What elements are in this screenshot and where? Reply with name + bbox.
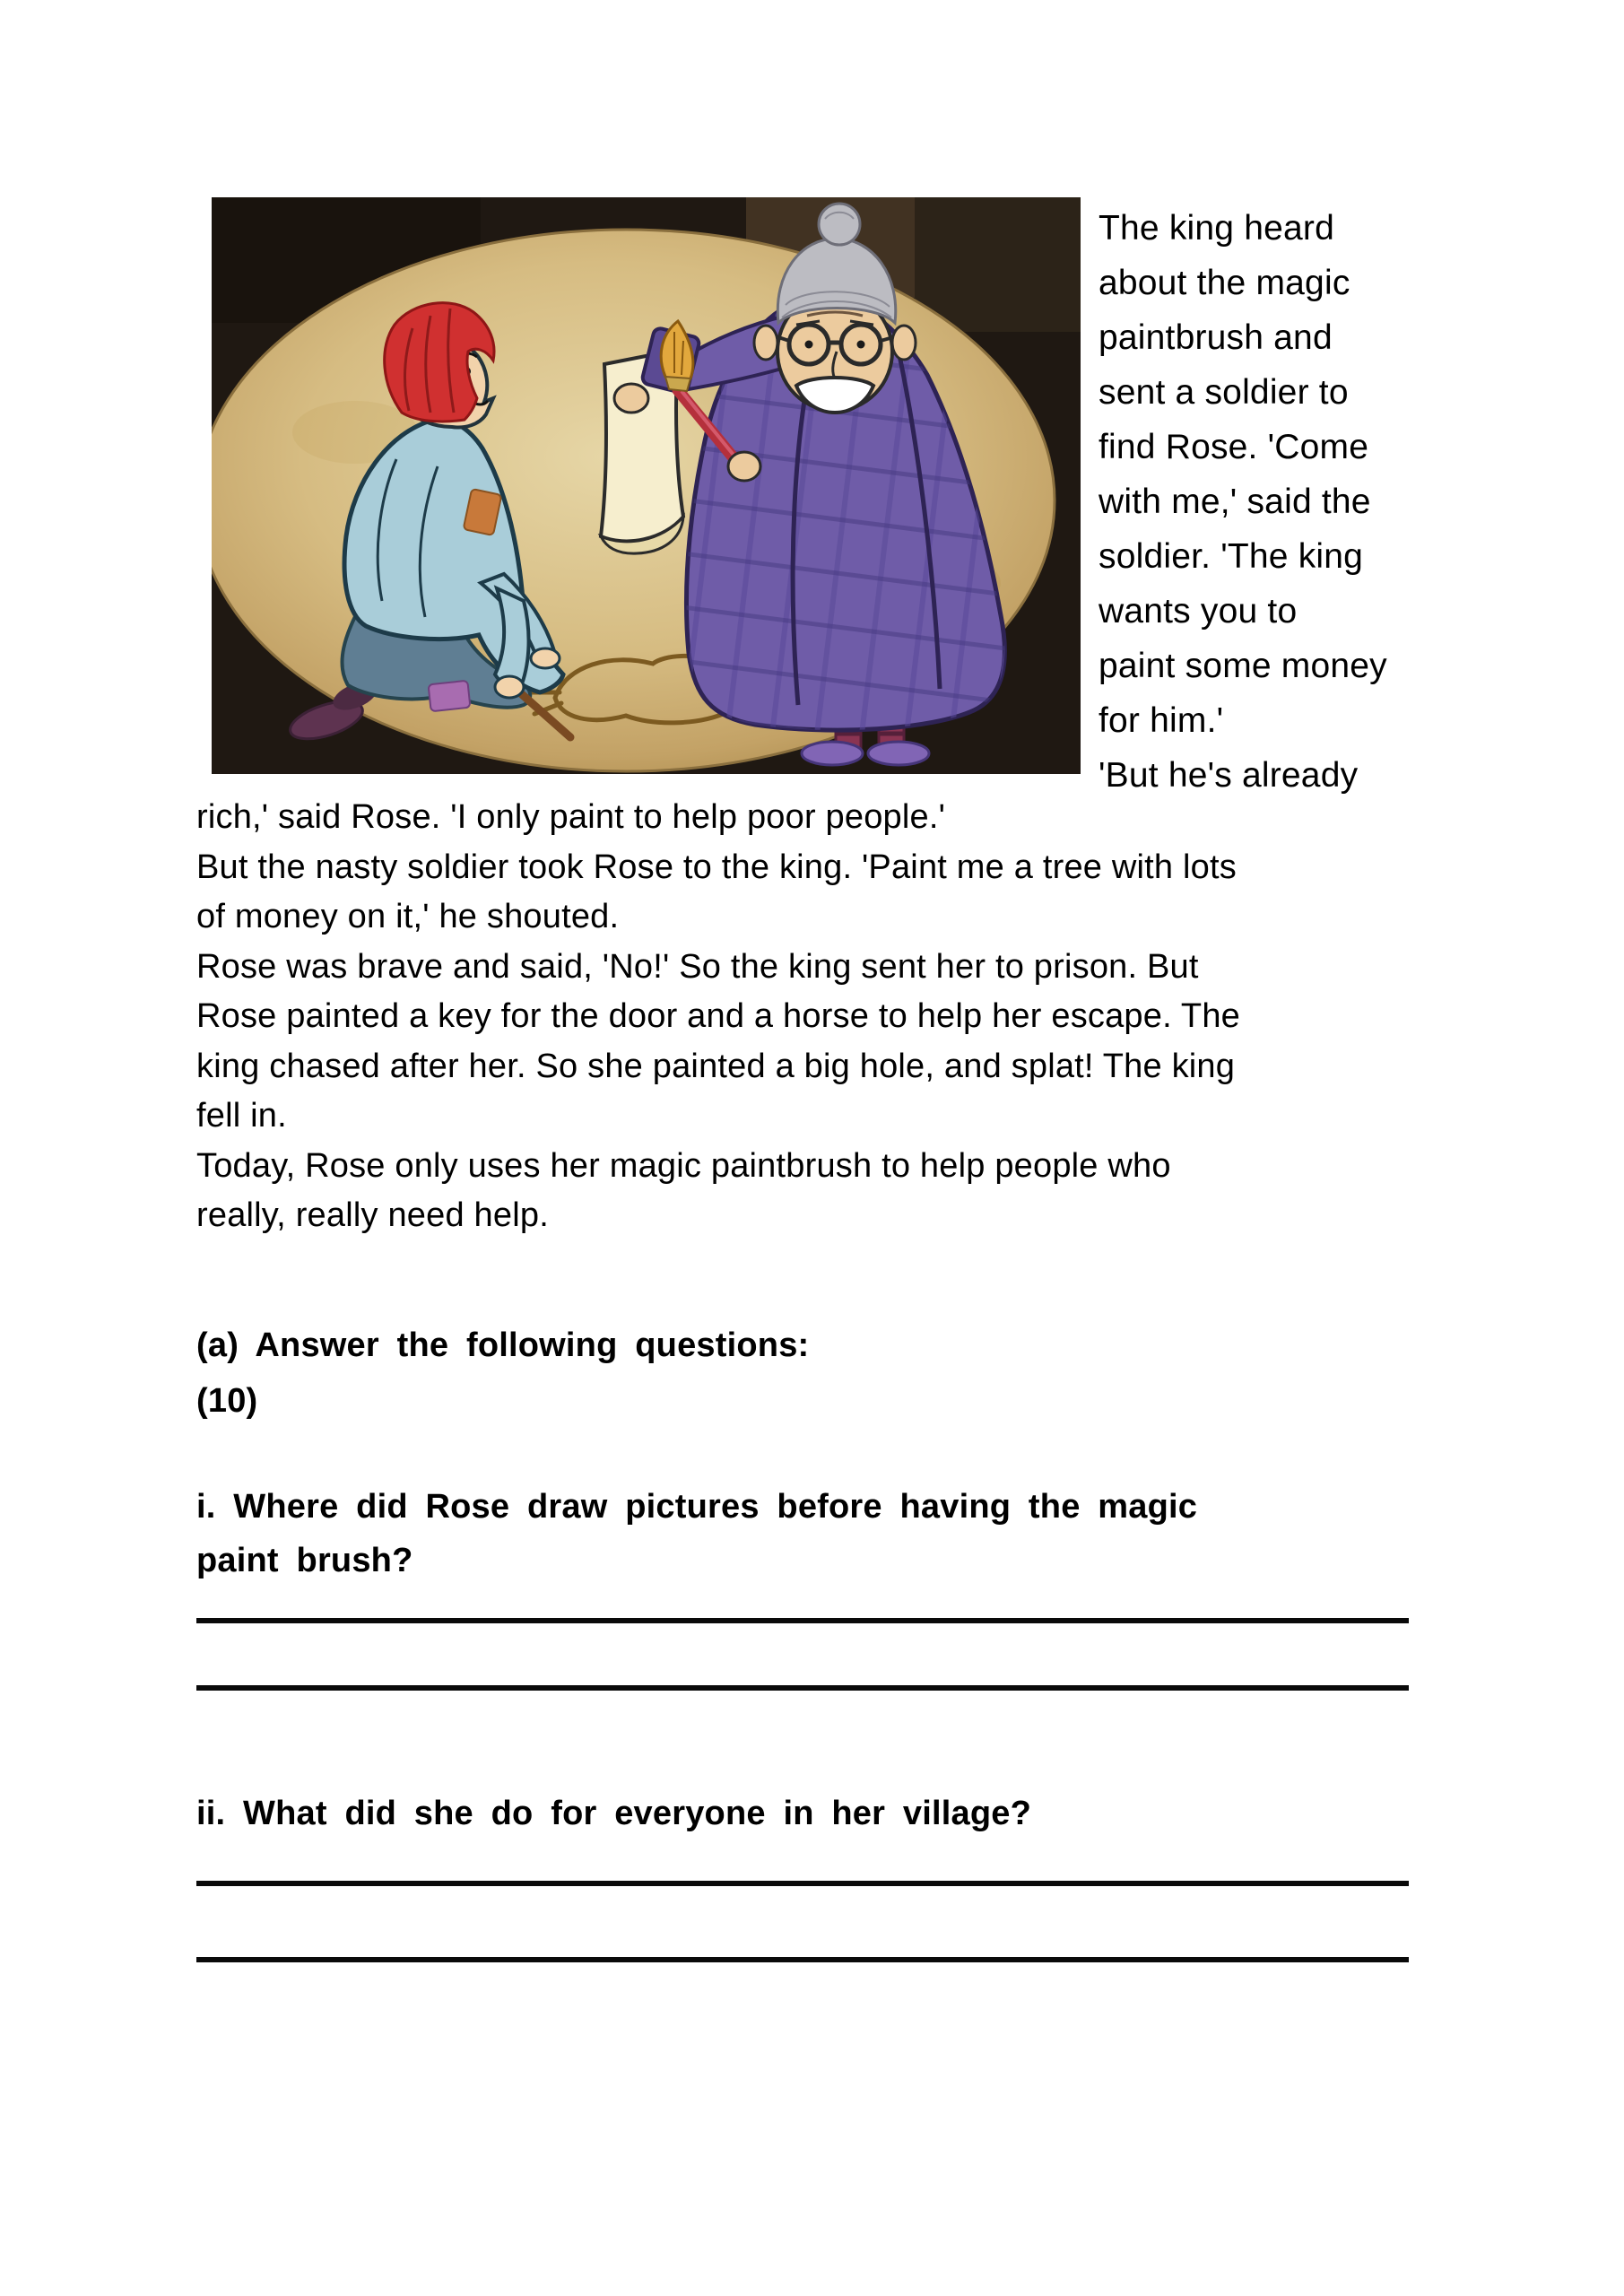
story-line: Rose painted a key for the door and a horse to help her escape. The xyxy=(196,997,1241,1035)
story-line: Today, Rose only uses her magic paintbrush to help people who xyxy=(196,1146,1171,1185)
story-line: about the magic xyxy=(1099,264,1350,302)
answer-line-2 xyxy=(196,1685,1409,1691)
story-line: The king heard xyxy=(1099,209,1334,248)
question-1-line-1: i. Where did Rose draw pictures before having the magic xyxy=(196,1488,1198,1526)
story-line: for him.' xyxy=(1099,701,1224,740)
story-line: sent a soldier to xyxy=(1099,373,1349,412)
story-line: fell in. xyxy=(196,1097,287,1135)
illustration-canvas xyxy=(212,197,1081,774)
question-2-text: ii. What did she do for everyone in her village? xyxy=(196,1795,1031,1832)
answer-line-4 xyxy=(196,1957,1409,1962)
story-line: paint some money xyxy=(1099,647,1387,685)
story-illustration xyxy=(212,197,1081,774)
story-line: with me,' said the xyxy=(1099,483,1371,521)
story-line: find Rose. 'Come xyxy=(1099,428,1369,466)
answer-line-3 xyxy=(196,1881,1409,1886)
story-right-column xyxy=(1099,201,1520,803)
story-line: 'But he's already xyxy=(1099,756,1359,795)
question-2 xyxy=(196,1787,1031,1840)
question-1-line-2: paint brush? xyxy=(196,1542,413,1579)
story-line: But the nasty soldier took Rose to the king. 'Paint me a tree with lots xyxy=(196,848,1237,886)
section-heading-text: (a) Answer the following questions: xyxy=(196,1326,810,1364)
story-line: paintbrush and xyxy=(1099,318,1333,357)
answer-line-1 xyxy=(196,1618,1409,1623)
story-paragraph xyxy=(196,793,1559,1241)
question-1 xyxy=(196,1480,1197,1587)
story-line: Rose was brave and said, 'No!' So the king sent her to prison. But xyxy=(196,947,1199,986)
hair-bun xyxy=(819,204,860,245)
story-line: king chased after her. So she painted a big hole, and splat! The king xyxy=(196,1047,1236,1085)
story-line: of money on it,' he shouted. xyxy=(196,898,620,935)
story-line: wants you to xyxy=(1099,592,1298,631)
section-heading xyxy=(196,1318,809,1429)
story-line: really, really need help. xyxy=(196,1196,549,1234)
section-marks: (10) xyxy=(196,1382,258,1420)
story-line: rich,' said Rose. 'I only paint to help poor people.' xyxy=(196,798,946,836)
story-line: soldier. 'The king xyxy=(1099,537,1364,576)
